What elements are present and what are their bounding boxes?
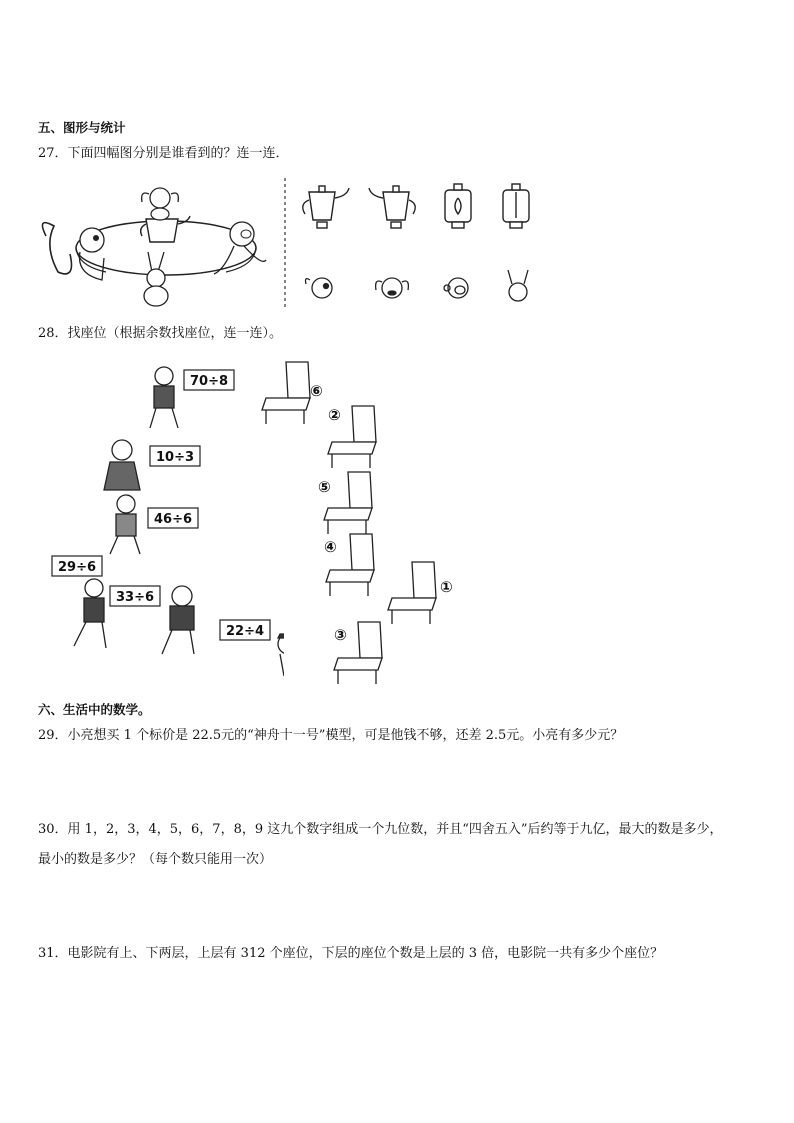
expression-46-div-6: 46÷6: [154, 512, 193, 527]
question-28: 28．找座位（根据余数找座位，连一连）。: [38, 326, 283, 341]
section-6-title: 六、生活中的数学。: [38, 702, 151, 717]
q28-chairs-figure: [258, 358, 468, 684]
section-5-title: 五、图形与统计: [38, 120, 126, 135]
chair-icon: [262, 362, 310, 424]
q27-animal-heads: [300, 268, 540, 308]
q27-teapot-views: [295, 180, 535, 232]
question-30-line-2: 最小的数是多少？（每个数只能用一次）: [38, 852, 273, 867]
chair-label-1: ①: [440, 578, 453, 596]
question-31: 31．电影院有上、下两层，上层有 312 个座位，下层的座位个数是上层的 3 倍，电影院一共有多少个座位？: [38, 946, 664, 961]
chair-icon: [324, 472, 372, 534]
chair-icon: [388, 562, 436, 624]
chair-label-3: ③: [334, 626, 347, 644]
chair-label-2: ②: [328, 406, 341, 424]
expression-33-div-6: 33÷6: [116, 590, 155, 605]
q27-divider: [282, 178, 288, 308]
question-29: 29．小亮想买 1 个标价是 22.5元的“神舟十一号”模型，可是他钱不够，还差 2.5元。小亮有多少元？: [38, 728, 624, 743]
question-27: 27．下面四幅图分别是谁看到的？连一连．: [38, 146, 289, 161]
chair-label-6: ⑥: [310, 382, 323, 400]
chair-label-4: ④: [324, 538, 337, 556]
expression-22-div-4: 22÷4: [226, 624, 265, 639]
expression-29-div-6: 29÷6: [58, 560, 97, 575]
q27-table-scene: [36, 176, 276, 310]
chair-label-5: ⑤: [318, 478, 331, 496]
question-30-line-1: 30．用 1，2，3，4，5，6，7，8，9 这九个数字组成一个九位数，并且“四舍五入”后约等于九亿，最大的数是多少，: [38, 822, 723, 837]
expression-10-div-3: 10÷3: [156, 450, 195, 465]
expression-70-div-8: 70÷8: [190, 374, 229, 389]
q28-children-figure: [44, 358, 284, 684]
